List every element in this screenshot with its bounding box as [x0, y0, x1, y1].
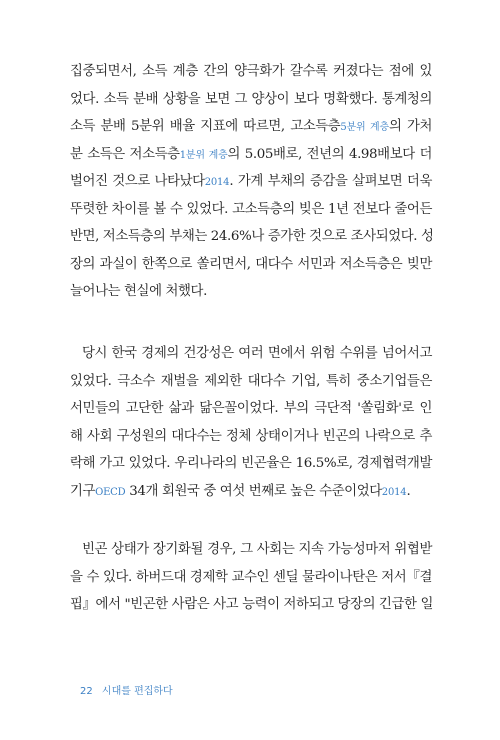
text-line: 늘어나는 현실에 처했다. [70, 284, 207, 299]
year-note: 2014 [381, 486, 407, 498]
text-segment: . [406, 483, 411, 499]
text-line: 을 수 있다. 하버드대 경제학 교수인 센딜 물라이나탄은 저서『결 [70, 569, 432, 585]
text-segment: 의 가처 [388, 119, 433, 134]
inline-note: 1분위 계층 [179, 149, 228, 161]
text-line: 장의 과실이 한쪽으로 쏠리면서, 대다수 서민과 저소득층은 빚만 [70, 256, 432, 272]
text-line: 있었다. 극소수 재벌을 제외한 대다수 기업, 특히 중소기업들은 [70, 373, 432, 389]
text-line: 핍』에서 "빈곤한 사람은 사고 능력이 저하되고 당장의 긴급한 일 [70, 597, 433, 612]
text-segment: 벌어진 것으로 나타났다 [70, 174, 205, 189]
paragraph-income-polarization [70, 58, 432, 306]
text-line: 해 사회 구성원의 대다수는 정체 상태이거나 빈곤의 나락으로 추 [70, 428, 432, 444]
year-note: 2014 [204, 177, 230, 188]
text-segment: 분 소득은 저소득층 [70, 146, 180, 162]
text-line: 당시 한국 경제의 건강성은 여러 면에서 위험 수위를 넘어서고 [82, 346, 432, 361]
text-line: 었다. 소득 분배 상황을 보면 그 양상이 보다 명확했다. 통계청의 [70, 91, 432, 107]
text-line [70, 168, 432, 196]
text-segment: 34개 회원국 중 여섯 번째로 높은 수준이었다 [125, 483, 382, 499]
page-number: 22 [80, 686, 93, 697]
paragraph-poverty [70, 536, 432, 619]
text-line: 집중되면서, 소득 계층 간의 양극화가 갈수록 커졌다는 점에 있 [70, 64, 432, 79]
text-line [70, 478, 432, 506]
inline-note: OECD [95, 486, 126, 498]
text-segment: 소득 분배 5분위 배율 지표에 따르면, 고소득층 [70, 119, 341, 134]
inline-note: 5분위 계층 [340, 122, 389, 133]
text-segment: 기구 [70, 483, 96, 499]
text-line: 빈곤 상태가 장기화될 경우, 그 사회는 지속 가능성마저 위협받 [82, 542, 432, 557]
text-segment: . 가계 부채의 증감을 살펴보면 더욱 [229, 174, 432, 189]
book-title: 시대를 편집하다 [101, 686, 173, 697]
text-segment: 의 5.05배로, 전년의 4.98배보다 더 [227, 146, 433, 162]
text-line [70, 141, 432, 169]
paragraph-economy-health [70, 340, 432, 505]
text-line: 서민들의 고단한 삶과 닮은꼴이었다. 부의 극단적 '쏠림화'로 인 [70, 401, 432, 416]
text-line: 락해 가고 있었다. 우리나라의 빈곤율은 16.5%로, 경제협력개발 [70, 456, 432, 471]
page-footer [80, 682, 173, 697]
text-line: 반면, 저소득층의 부채는 24.6%나 증가한 것으로 조사되었다. 성 [70, 229, 434, 244]
text-line [70, 113, 432, 141]
text-line: 뚜렷한 차이를 볼 수 있었다. 고소득층의 빚은 1년 전보다 줄어든 [70, 201, 432, 217]
